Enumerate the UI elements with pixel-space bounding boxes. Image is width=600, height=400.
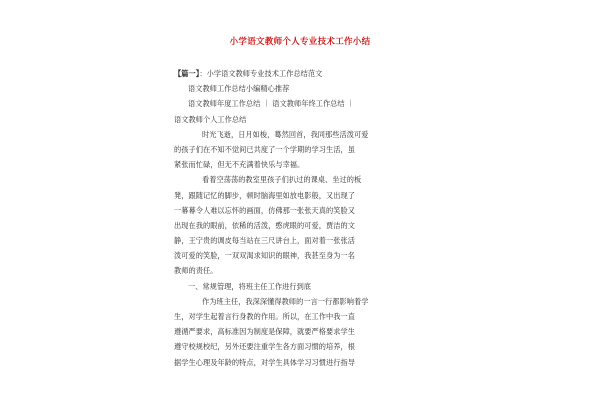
section-title: ：小学语文教师专业技术工作总结范文	[199, 69, 323, 78]
body-line: 语文教师年度工作总结 ｜ 语文教师年终工作总结 ｜	[188, 99, 355, 109]
document-title: 小学语文教师个人专业技术工作小结	[229, 37, 371, 47]
body-line: 教师的责任。	[174, 266, 218, 276]
body-line: 语文教师个人工作总结	[174, 114, 247, 124]
section-heading	[174, 66, 430, 81]
body-line: 泼可爱的笑脸，一双双渴求知识的眼神，我甚至身为一名	[174, 251, 355, 261]
body-line: 语文教师工作总结小编精心推荐	[188, 84, 290, 94]
body-line: 时光飞逝，日月如梭，蓦然回首，我同那些活泼可爱	[202, 129, 369, 139]
body-line: 凳，跟随记忆的脚步，顿时脑海里如放电影般，又出现了	[174, 190, 355, 200]
body-line: 的孩子们在不知不觉间已共度了一个学期的学习生活，虽	[174, 144, 355, 154]
body-line: 紧张而忙碌，但无不充满着快乐与幸福。	[174, 160, 305, 170]
body-line: 看着空荡荡的教室里孩子们扒过的课桌、坐过的板	[202, 175, 362, 185]
body-line: 作为班主任，我深深懂得教师的一言一行都影响着学	[202, 296, 369, 306]
body-line: 出现在我的眼前，依稀的活泼，憨虎眼的可爱，贾洁的文	[174, 220, 355, 230]
body-line: 生，对学生起着言行身教的作用。所以，在工作中我一直	[174, 312, 355, 321]
subsection-heading: 一、常规管理，将班主任工作进行到底	[188, 281, 312, 291]
document-body	[174, 66, 430, 370]
body-line: 静，王宁贵的调皮每当站在三尺讲台上，面对着一张张活	[174, 236, 355, 246]
body-line: 一幕幕令人难以忘怀的画面，仿佛那一张张天真的笑脸又	[174, 205, 355, 215]
section-label: 【篇一】	[174, 69, 200, 78]
body-line: 遵守校规校纪，另外还要注重学生各方面习惯的培养，根	[174, 342, 355, 352]
body-line: 遵循严要求，高标准因为制度是保障，就要严格要求学生	[174, 327, 355, 337]
body-line: 据学生心理及年龄的特点，对学生具体学习习惯进行指导	[174, 357, 355, 367]
